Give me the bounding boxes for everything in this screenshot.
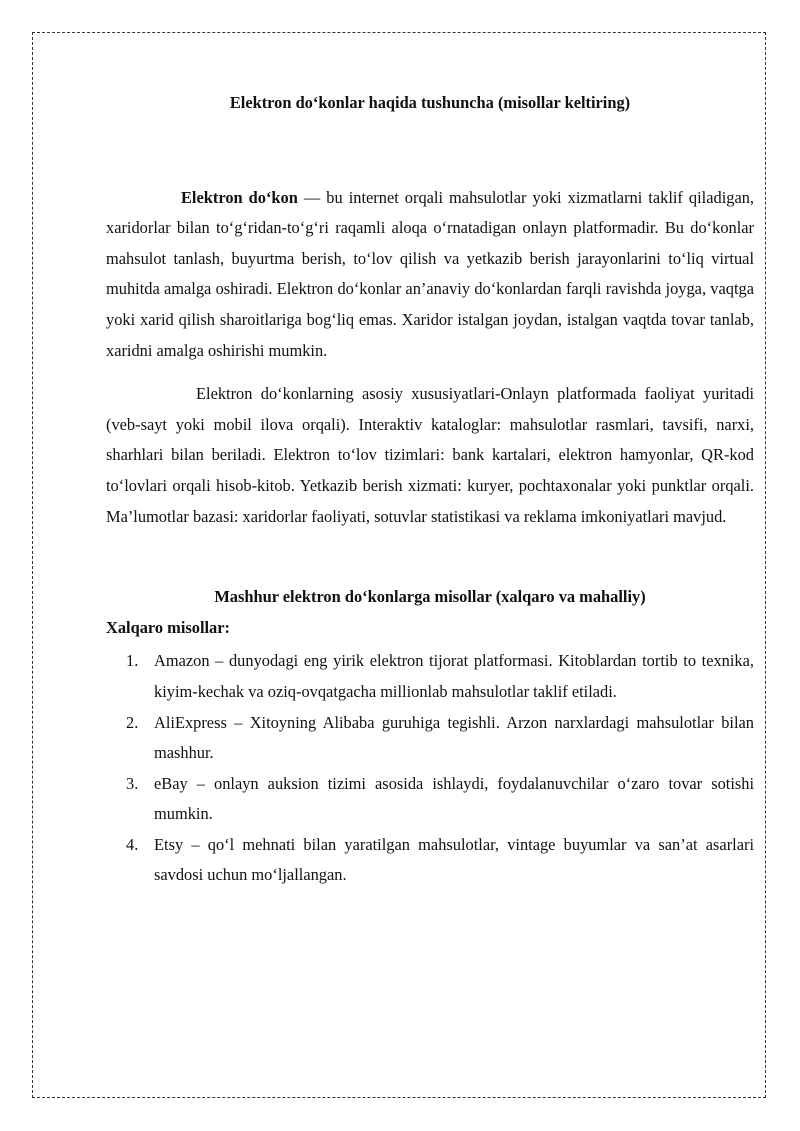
list-item-number: 4. bbox=[126, 834, 139, 854]
international-heading: Xalqaro misollar: bbox=[106, 617, 230, 637]
list-item bbox=[106, 769, 754, 830]
list-item bbox=[106, 708, 754, 769]
list-item-text: Etsy – qo‘l mehnati bilan yaratilgan mahsulotlar, vintage buyumlar va san’at asarlari savdosi uchun mo‘ljallangan. bbox=[154, 834, 754, 885]
definition-term: Elektron do‘kon bbox=[181, 187, 298, 207]
list-item-number: 1. bbox=[126, 651, 139, 671]
list-item-number: 3. bbox=[126, 773, 139, 793]
definition-paragraph bbox=[106, 183, 754, 367]
document-body bbox=[106, 88, 754, 891]
document-title: Elektron do‘konlar haqida tushuncha (misollar keltiring) bbox=[229, 93, 631, 112]
list-item-text: eBay – onlayn auksion tizimi asosida ishlaydi, foydalanuvchilar o‘zaro tovar sotishi mumkin. bbox=[154, 773, 754, 824]
list-item-number: 2. bbox=[126, 712, 139, 732]
list-item bbox=[106, 646, 754, 707]
list-item bbox=[106, 830, 754, 891]
features-paragraph: Elektron do‘konlarning asosiy xususiyatlari-Onlayn platformada faoliyat yuritadi (veb-sayt yoki mobil ilova orqali). Interaktiv kataloglar: mahsulotlar rasmlari, tavsifi, narxi, sharhlari bilan beriladi. Elektron to‘lov tizimlari: bank kartalari, elektron hamyonlar, QR-kod to‘lovlari orqali hisob-kitob. Yetkazib berish xizmati: kuryer, pochtaxonalar yoki punktlar orqali. Ma’lumotlar bazasi: xaridorlar faoliyati, sotuvlar statistikasi va reklama imkoniyatlari mavjud. bbox=[106, 384, 754, 526]
section-title: Mashhur elektron do‘konlarga misollar (xalqaro va mahalliy) bbox=[214, 587, 646, 607]
list-item-text: AliExpress – Xitoyning Alibaba guruhiga tegishli. Arzon narxlardagi mahsulotlar bilan mashhur. bbox=[154, 712, 754, 763]
examples-list bbox=[106, 646, 754, 891]
list-item-text: Amazon – dunyodagi eng yirik elektron tijorat platformasi. Kitoblardan tortib to texnika, kiyim-kechak va oziq-ovqatgacha millionlab mahsulotlar taklif etiladi. bbox=[154, 651, 754, 701]
definition-text: — bu internet orqali mahsulotlar yoki xizmatlarni taklif qiladigan, xaridorlar bilan to‘g‘ridan-to‘g‘ri raqamli aloqa o‘rnatadigan onlayn platformadir. Bu do‘konlar mahsulot tanlash, buyurtma berish, to‘lov qilish va yetkazib berish jarayonlarini to‘liq virtual muhitda amalga oshiradi. Elektron do‘konlar an’anaviy do‘konlardan farqli ravishda joyga, vaqtga yoki xarid qilish sharoitlariga bog‘liq emas. Xaridor istalgan joydan, istalgan vaqtda tovar tanlab, xaridni amalga oshirishi mumkin. bbox=[106, 187, 755, 360]
